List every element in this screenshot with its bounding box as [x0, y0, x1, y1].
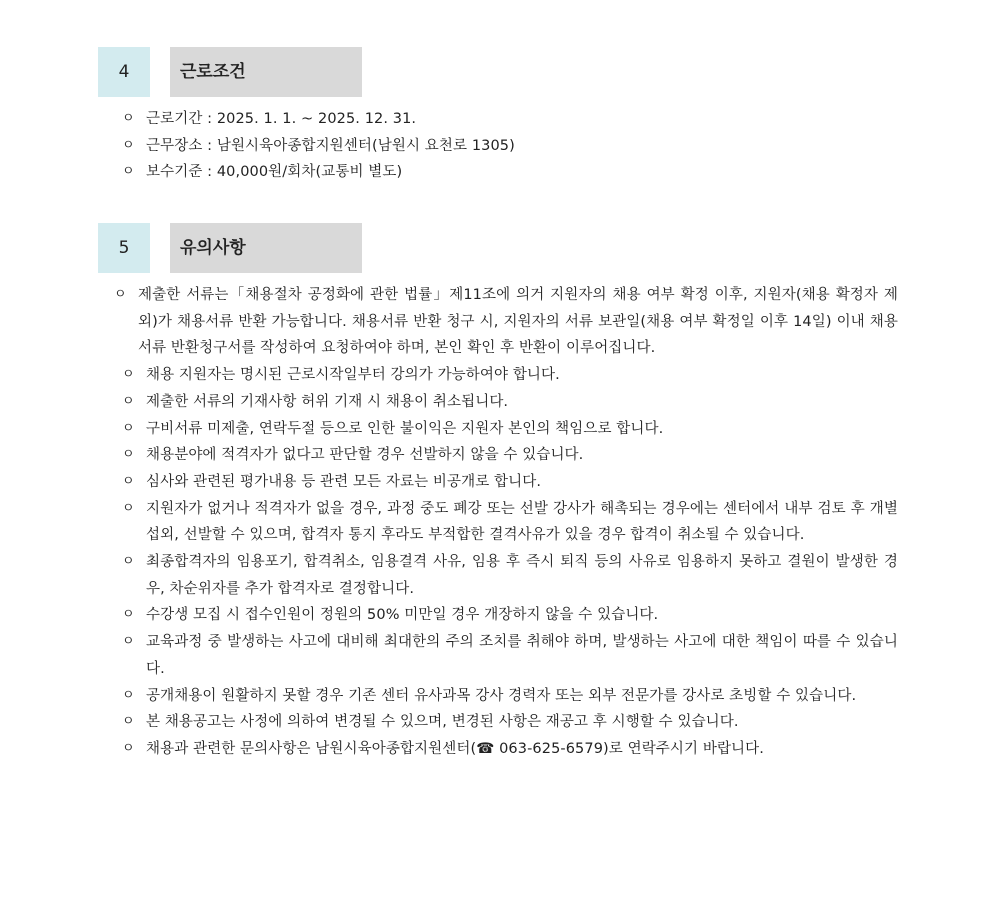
note-text: 교육과정 중 발생하는 사고에 대비해 최대한의 주의 조치를 취해야 하며, 발생하는 사고에 대한 책임이 따를 수 있습니다. [146, 634, 898, 677]
list-item [122, 602, 898, 629]
note-text: 심사와 관련된 평가내용 등 관련 모든 자료는 비공개로 합니다. [146, 473, 542, 490]
list-item [122, 106, 922, 133]
bullet-icon: ㅇ [122, 500, 135, 516]
list-item [122, 683, 898, 710]
list-item [114, 282, 898, 362]
bullet-icon: ㅇ [122, 714, 135, 730]
bullet-icon: ㅇ [114, 287, 127, 302]
note-text: 최종합격자의 임용포기, 합격취소, 임용결격 사유, 임용 후 즉시 퇴직 등의 사유로 임용하지 못하고 결원이 발생한 경우, 차순위자를 추가 합격자로 결정합니다. [146, 554, 898, 597]
list-item [122, 496, 898, 549]
section-5-number: 5 [98, 223, 150, 273]
note-text: 채용분야에 적격자가 없다고 판단할 경우 선발하지 않을 수 있습니다. [146, 447, 584, 464]
note-text: 본 채용공고는 사정에 의하여 변경될 수 있으며, 변경된 사항은 재공고 후 시행할 수 있습니다. [146, 714, 739, 731]
list-item [122, 133, 922, 160]
bullet-icon: ㅇ [122, 473, 135, 489]
section-5-header [98, 223, 364, 273]
note-text: 공개채용이 원활하지 못할 경우 기존 센터 유사과목 강사 경력자 또는 외부 전문가를 강사로 초빙할 수 있습니다. [146, 687, 857, 704]
bullet-icon: ㅇ [122, 111, 135, 126]
bullet-icon: ㅇ [122, 687, 135, 703]
note-text: 지원자가 없거나 적격자가 없을 경우, 과정 중도 폐강 또는 선발 강사가 해촉되는 경우에는 센터에서 내부 검토 후 개별 섭외, 선발할 수 있으며, 합격자 통지 후라도 부적합한 결격사유가 있을 경우 합격이 취소될 수 있습니다. [146, 500, 898, 544]
bullet-icon: ㅇ [122, 740, 135, 756]
note-text: 구비서류 미제출, 연락두절 등으로 인한 불이익은 지원자 본인의 책임으로 합니다. [146, 420, 664, 437]
list-item [122, 442, 898, 469]
bullet-icon: ㅇ [122, 367, 135, 383]
condition-pay: 보수기준 : 40,000원/회차(교통비 별도) [146, 164, 403, 181]
bullet-icon: ㅇ [122, 554, 135, 570]
list-item [122, 469, 898, 496]
section-5-title: 유의사항 [170, 223, 362, 273]
bullet-icon: ㅇ [122, 420, 135, 436]
bullet-icon: ㅇ [122, 164, 135, 180]
bullet-icon: ㅇ [122, 137, 135, 153]
list-item [122, 629, 898, 682]
bullet-icon: ㅇ [122, 447, 135, 463]
note-text: 제출한 서류의 기재사항 허위 기재 시 채용이 취소됩니다. [146, 393, 509, 410]
bullet-icon: ㅇ [122, 607, 135, 623]
note-text: 채용과 관련한 문의사항은 남원시육아종합지원센터(☎ 063-625-6579)로 연락주시기 바랍니다. [146, 740, 764, 757]
section-4-title: 근로조건 [170, 47, 362, 97]
list-item [122, 709, 898, 736]
list-item [122, 159, 922, 186]
bullet-icon: ㅇ [122, 393, 135, 409]
notes-list [114, 282, 898, 763]
working-conditions-list [122, 106, 922, 186]
section-4-number: 4 [98, 47, 150, 97]
note-text: 제출한 서류는「채용절차 공정화에 관한 법률」제11조에 의거 지원자의 채용 여부 확정 이후, 지원자(채용 확정자 제외)가 채용서류 반환 가능합니다. 채용서류 반환 청구 시, 지원자의 서류 보관일(채용 여부 확정일 이후 14일) 이내 채용서류 반환청구서를 작성하여 요청하여야 하며, 본인 확인 후 반환이 이루어집니다. [138, 287, 898, 357]
list-item [122, 389, 898, 416]
list-item [122, 549, 898, 602]
list-item [122, 416, 898, 443]
section-4-header [98, 47, 364, 97]
note-text: 채용 지원자는 명시된 근로시작일부터 강의가 가능하여야 합니다. [146, 367, 560, 384]
list-item [122, 736, 898, 763]
bullet-icon: ㅇ [122, 634, 135, 650]
note-text: 수강생 모집 시 접수인원이 정원의 50% 미만일 경우 개장하지 않을 수 있습니다. [146, 607, 659, 624]
condition-period: 근로기간 : 2025. 1. 1. ~ 2025. 12. 31. [146, 111, 417, 127]
list-item [122, 362, 898, 389]
condition-location: 근무장소 : 남원시육아종합지원센터(남원시 요천로 1305) [146, 137, 515, 154]
